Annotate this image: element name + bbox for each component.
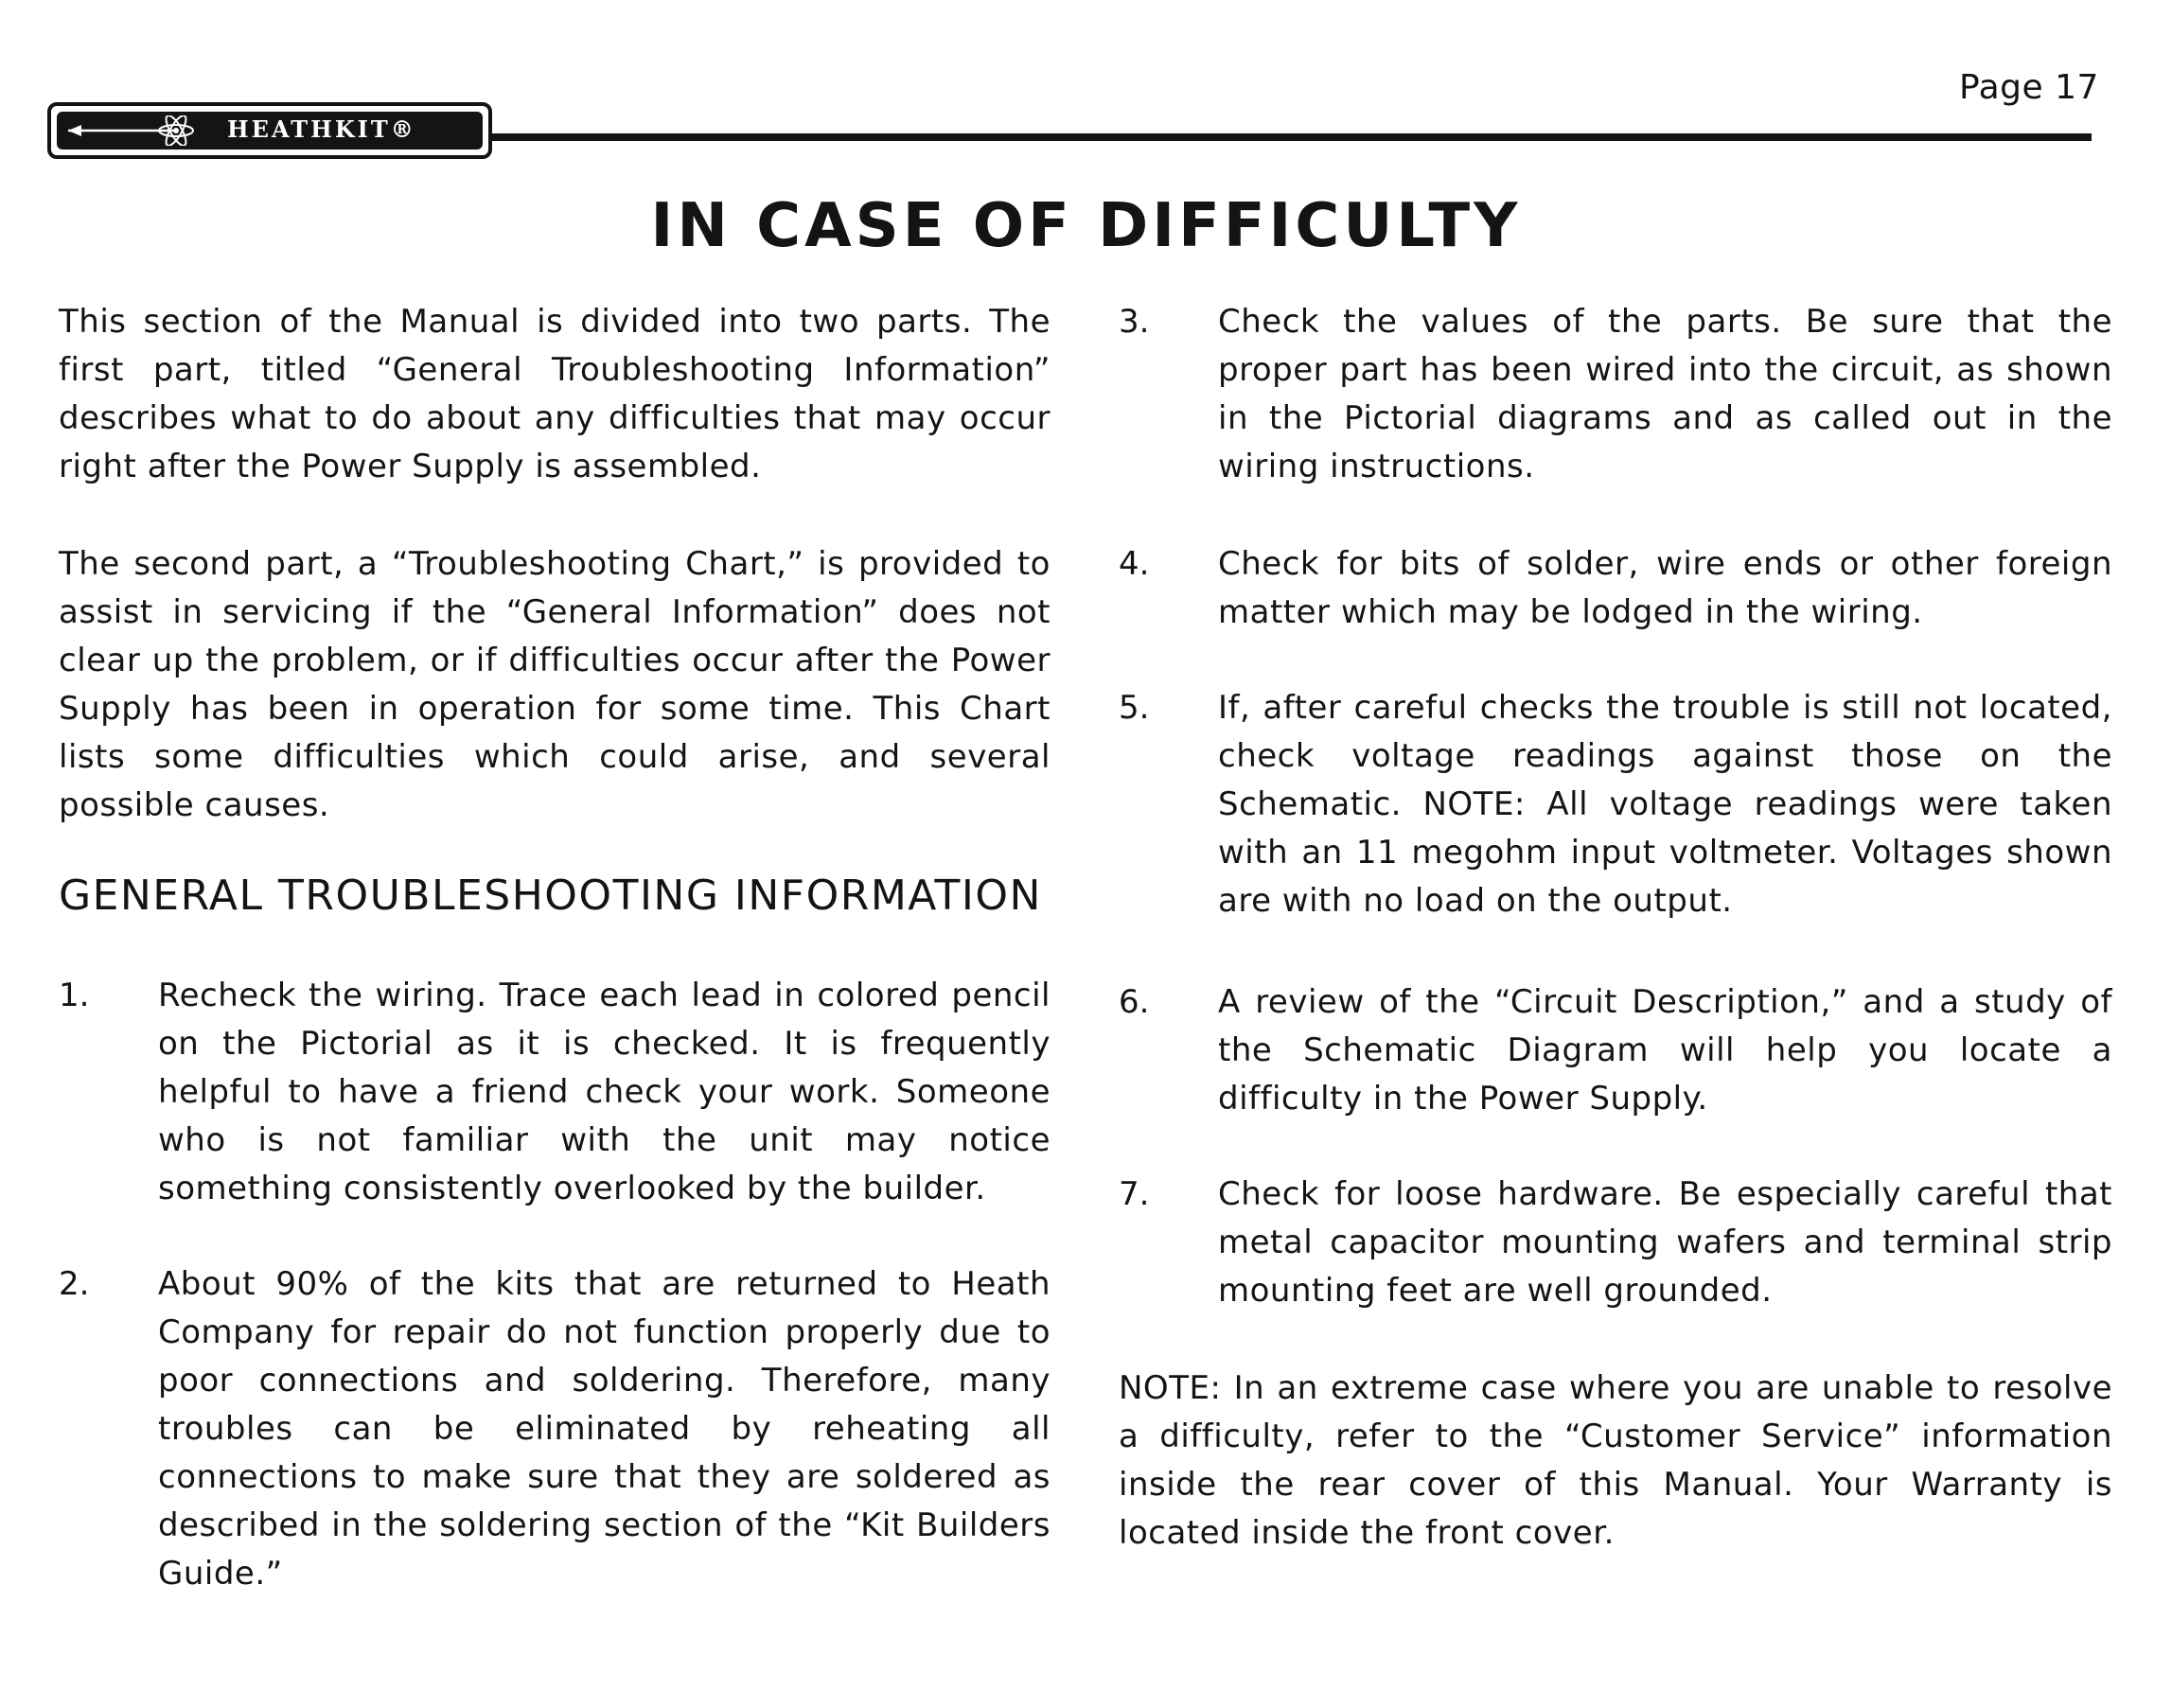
- list-item: [1119, 1171, 2112, 1315]
- item-text: Check for bits of solder, wire ends or other foreign matter which may be lodged in the wiring.: [1218, 545, 2112, 631]
- item-text: A review of the “Circuit Description,” and a study of the Schematic Diagram will help you locate a difficulty in the Power Supply.: [1218, 983, 2112, 1118]
- item-text: If, after careful checks the trouble is still not located, check voltage readings against those on the Schematic. NOTE: All voltage readings were taken with an 11 megohm input voltmeter. Voltages shown are with no load on the output.: [1218, 689, 2112, 920]
- list-item: [1119, 540, 2112, 637]
- logo-badge: [57, 112, 483, 150]
- section-heading: GENERAL TROUBLESHOOTING INFORMATION: [59, 872, 1042, 920]
- header-rule: [492, 133, 2092, 141]
- item-text: Check for loose hardware. Be especially careful that metal capacitor mounting wafers and terminal strip mounting feet are well grounded.: [1218, 1175, 2112, 1310]
- item-text: Recheck the wiring. Trace each lead in colored pencil on the Pictorial as it is checked. It is frequently helpful to have a friend check your work. Someone who is not familiar with the unit may notice something consistently overlooked by the builder.: [158, 977, 1051, 1207]
- intro-paragraph: This section of the Manual is divided into two parts. The first part, titled “General Troubleshooting Information” describes what to do about any difficulties that may occur right after the Power Supply is assembled.: [59, 303, 1051, 485]
- heathkit-logo: [47, 102, 492, 159]
- atom-arrow-icon: [64, 115, 216, 146]
- page-number: Page 17: [1959, 68, 2099, 107]
- note-paragraph: NOTE: In an extreme case where you are unable to resolve a difficulty, refer to the “Customer Service” information inside the rear cover of this Manual. Your Warranty is located inside the front cover.: [1119, 1369, 2112, 1552]
- left-column: [59, 298, 1051, 1598]
- right-column: [1119, 298, 2112, 1558]
- list-item: [1119, 978, 2112, 1123]
- item-number: 3.: [1119, 303, 1150, 341]
- list-item: [59, 972, 1051, 1213]
- item-number: 5.: [1119, 689, 1150, 727]
- list-item: [1119, 684, 2112, 925]
- item-number: 6.: [1119, 983, 1150, 1021]
- list-item: [59, 1260, 1051, 1598]
- item-text: Check the values of the parts. Be sure that the proper part has been wired into the circuit, as shown in the Pictorial diagrams and as called out in the wiring instructions.: [1218, 303, 2112, 485]
- item-number: 2.: [59, 1265, 90, 1303]
- intro-paragraph: The second part, a “Troubleshooting Chart,” is provided to assist in servicing if the “General Information” does not clear up the problem, or if difficulties occur after the Power Supply has been in operation for some time. This Chart lists some difficulties which could arise, and several possible causes.: [59, 545, 1051, 824]
- item-number: 1.: [59, 977, 90, 1014]
- logo-text: HEATHKIT®: [227, 115, 416, 143]
- item-number: 4.: [1119, 545, 1150, 583]
- page-title: IN CASE OF DIFFICULTY: [650, 191, 1522, 261]
- item-number: 7.: [1119, 1175, 1150, 1213]
- list-item: [1119, 298, 2112, 491]
- item-text: About 90% of the kits that are returned to Heath Company for repair do not function properly due to poor connections and soldering. Therefore, many troubles can be eliminated by reheating all connections to make sure that they are soldered as described in the soldering section of the “Kit Builders Guide.”: [158, 1265, 1051, 1593]
